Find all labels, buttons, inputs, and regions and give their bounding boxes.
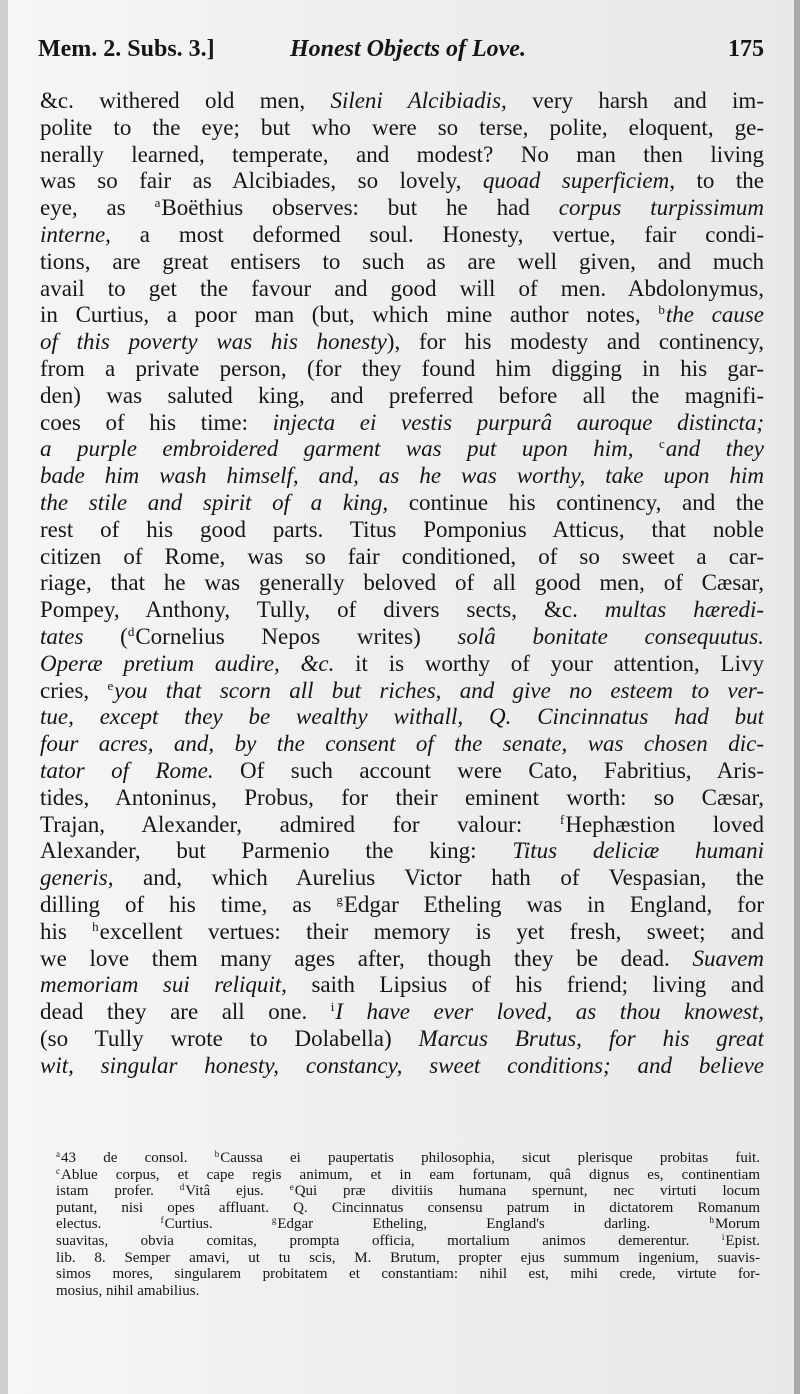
text-run: dead they are all one. — [40, 999, 331, 1025]
text-run: Edgar Etheling, England's darling. — [277, 1216, 710, 1233]
text-line — [40, 88, 764, 115]
text-run: Boëthius observes: but he had — [161, 195, 559, 221]
text-line — [40, 490, 764, 517]
text-run: Vitâ ejus. — [185, 1183, 290, 1200]
italic-text: tue, except they be wealthy withall, Q. Cincinnatus had but — [40, 704, 764, 730]
text-line — [40, 329, 764, 356]
italic-text: wit, singular honesty, constancy, sweet conditions; and believe — [40, 1052, 764, 1078]
text-run: to the — [674, 168, 764, 194]
text-run: Epist. — [725, 1232, 760, 1249]
footnote-line — [56, 1167, 760, 1184]
italic-text: quoad superficiem, — [482, 168, 675, 194]
text-line — [40, 785, 764, 812]
text-run: excellent vertues: their memory is yet fresh, sweet; and — [99, 918, 764, 944]
footnote-marker: h — [92, 918, 99, 934]
running-title: Honest Objects of Love. — [290, 36, 526, 62]
text-line — [40, 704, 764, 731]
text-line — [40, 838, 764, 865]
text-run: ), for his modesty and continency, — [386, 329, 764, 355]
italic-text: multas hæredi- — [604, 597, 764, 623]
text-line — [40, 678, 764, 705]
text-run: riage, that he was generally beloved of all good men, of Cæsar, — [40, 570, 764, 596]
text-run: den) was saluted king, and preferred before all the magnifi- — [40, 382, 764, 408]
text-line — [40, 463, 764, 490]
text-line — [40, 570, 764, 597]
italic-text: a purple embroidered garment was put upon him, — [40, 436, 659, 462]
text-run: istam profer. — [56, 1183, 180, 1200]
footnote-marker: e — [107, 677, 114, 693]
text-line — [40, 356, 764, 383]
footnote-line — [56, 1183, 760, 1200]
italic-text: Titus deliciæ humani — [512, 838, 764, 864]
text-line — [40, 624, 764, 651]
italic-text: and they — [665, 436, 764, 462]
text-run: ( — [83, 623, 128, 649]
italic-text: tates — [40, 623, 84, 649]
footnote-marker: i — [330, 999, 335, 1015]
italic-text: four acres, and, by the consent of the senate, was chosen dic- — [40, 731, 764, 757]
text-run: coes of his time: — [40, 409, 273, 435]
text-run: Alexander, but Parmenio the king: — [40, 838, 513, 864]
italic-text: injecta ei vestis purpurâ auroque distincta; — [272, 409, 764, 435]
text-run: Ablue corpus, et cape regis animum, et in eam fortunam, quâ dignus es, continentiam — [61, 1166, 760, 1183]
footnote-line — [56, 1250, 760, 1267]
footnote-marker: i — [721, 1232, 725, 1242]
text-line — [40, 1026, 764, 1053]
text-run: rest of his good parts. Titus Pomponius Atticus, that noble — [40, 516, 764, 542]
footnote-marker: d — [179, 1183, 185, 1193]
text-run: Pompey, Anthony, Tully, of divers sects, &c. — [40, 597, 605, 623]
text-line — [40, 946, 764, 973]
text-run: dilling of his time, as — [40, 891, 337, 917]
footnote-marker: e — [289, 1183, 294, 1193]
italic-text: the stile and spirit of a king, — [40, 489, 389, 515]
footnote-marker: b — [658, 302, 665, 318]
text-run: Hephæstion loved — [565, 811, 764, 837]
text-line — [40, 865, 764, 892]
text-run: in Curtius, a poor man (but, which mine author notes, — [40, 302, 659, 328]
text-run: citizen of Rome, was so fair conditioned, of so sweet a car- — [40, 543, 764, 569]
text-run: simos mores, singularem probitatem et constantiam: nihil est, mihi crede, virtute for- — [56, 1266, 760, 1283]
text-run: and, which Aurelius Victor hath of Vespasian, the — [113, 865, 764, 891]
text-run: continue his continency, and the — [388, 489, 764, 515]
text-line — [40, 972, 764, 999]
running-header — [38, 36, 764, 70]
text-line — [40, 436, 764, 463]
text-run: mosius, nihil amabilius. — [56, 1282, 200, 1299]
text-run: tides, Antoninus, Probus, for their eminent worth: so Cæsar, — [40, 784, 764, 810]
italic-text: solâ bonitate consequutus. — [457, 623, 764, 649]
text-run: eye, as — [40, 195, 155, 221]
footnote-line — [56, 1216, 760, 1233]
text-run: Trajan, Alexander, admired for valour: — [40, 811, 560, 837]
page-left-edge — [0, 0, 8, 1394]
italic-text: I have ever loved, as thou knowest, — [335, 999, 764, 1025]
italic-text: of this poverty was his honesty — [40, 329, 387, 355]
italic-text: interne, — [40, 221, 111, 247]
text-line — [40, 302, 764, 329]
text-run: Morum — [715, 1216, 760, 1233]
text-run: cries, — [40, 677, 108, 703]
text-run: tions, are great entisers to such as are well given, and much — [40, 248, 764, 274]
text-run: avail to get the favour and good will of men. Abdolonymus, — [40, 275, 764, 301]
italic-text: the cause — [665, 302, 764, 328]
text-line — [40, 517, 764, 544]
footnote-line — [56, 1150, 760, 1167]
text-line — [40, 892, 764, 919]
text-line — [40, 195, 764, 222]
text-line — [40, 276, 764, 303]
text-run: very harsh and im- — [506, 88, 764, 113]
italic-text: Operæ pretium audire, &c. — [40, 650, 335, 676]
footnote-marker: a — [56, 1150, 60, 1159]
text-line — [40, 249, 764, 276]
italic-text: Suavem — [692, 945, 764, 971]
footnote-marker: f — [559, 811, 565, 827]
text-run: from a private person, (for they found him digging in his gar- — [40, 355, 764, 381]
text-run: Of such account were Cato, Fabritius, Aris- — [213, 757, 764, 783]
footnote-marker: g — [336, 891, 343, 907]
text-line — [40, 383, 764, 410]
page-number: 175 — [728, 36, 764, 62]
text-run: was so fair as Alcibiades, so lovely, — [40, 168, 483, 194]
text-line — [40, 544, 764, 571]
text-run: suavitas, obvia comitas, prompta officia, mortalium animos demerentur. — [56, 1232, 722, 1249]
text-run: 43 de consol. — [61, 1150, 215, 1166]
footnote-marker: c — [56, 1166, 60, 1176]
footnote-marker: g — [271, 1216, 277, 1226]
footnote-marker: b — [214, 1150, 220, 1159]
text-line — [40, 115, 764, 142]
text-line — [40, 142, 764, 169]
footnote-line — [56, 1283, 760, 1300]
footnote-marker: a — [154, 195, 161, 211]
text-line — [40, 168, 764, 195]
italic-text: Marcus Brutus, for his great — [418, 1025, 764, 1051]
text-run: we love them many ages after, though they be dead. — [40, 945, 693, 971]
text-run: saith Lipsius of his friend; living and — [286, 972, 764, 998]
text-run: Curtius. — [164, 1216, 272, 1233]
text-run: polite to the eye; but who were so terse, polite, eloquent, ge- — [40, 114, 764, 140]
text-line — [40, 222, 764, 249]
page-right-edge — [794, 0, 800, 1394]
text-line — [40, 731, 764, 758]
footnote-marker: f — [160, 1216, 164, 1226]
italic-text: memoriam sui reliquit, — [40, 972, 287, 998]
text-line — [40, 410, 764, 437]
italic-text: Sileni Alcibiadis, — [330, 88, 507, 113]
text-run: putant, nisi opes affluant. Q. Cincinnatus consensu patrum in dictatorem Romanum — [56, 1199, 760, 1216]
text-run: nerally learned, temperate, and modest? No man then living — [40, 141, 764, 167]
text-run: it is worthy of your attention, Livy — [334, 650, 764, 676]
text-run: Caussa ei paupertatis philosophia, sicut plerisque probitas fuit. — [220, 1150, 760, 1166]
italic-text: corpus turpissimum — [558, 195, 764, 221]
footnotes — [56, 1150, 760, 1299]
text-run: electus. — [56, 1216, 161, 1233]
section-reference: Mem. 2. Subs. 3.] — [38, 36, 215, 62]
text-line — [40, 1053, 764, 1080]
footnote-line — [56, 1233, 760, 1250]
footnote-marker: d — [127, 623, 135, 639]
text-run: lib. 8. Semper amavi, ut tu scis, M. Brutum, propter ejus summum ingenium, suavis- — [56, 1249, 760, 1266]
italic-text: you that scorn all but riches, and give no esteem to ver- — [114, 677, 764, 703]
footnote-line — [56, 1200, 760, 1217]
italic-text: tator of Rome. — [40, 757, 214, 783]
footnote-line — [56, 1266, 760, 1283]
text-run: &c. withered old men, — [40, 88, 331, 113]
text-line — [40, 597, 764, 624]
text-line — [40, 999, 764, 1026]
text-run: his — [40, 918, 93, 944]
text-run: Edgar Etheling was in England, for — [343, 891, 764, 917]
text-run: Qui præ divitiis humana spernunt, nec virtuti locum — [294, 1183, 760, 1200]
text-run: Cornelius Nepos writes) — [135, 623, 458, 649]
body-text — [40, 88, 764, 1079]
text-run: a most deformed soul. Honesty, vertue, fair condi- — [110, 221, 764, 247]
text-line — [40, 651, 764, 678]
footnote-marker: h — [709, 1216, 714, 1226]
text-line — [40, 812, 764, 839]
footnote-marker: c — [658, 436, 665, 452]
italic-text: generis, — [40, 865, 114, 891]
text-line — [40, 919, 764, 946]
text-line — [40, 758, 764, 785]
italic-text: bade him wash himself, and, as he was worthy, take upon him — [40, 463, 764, 489]
text-run: (so Tully wrote to Dolabella) — [40, 1025, 419, 1051]
